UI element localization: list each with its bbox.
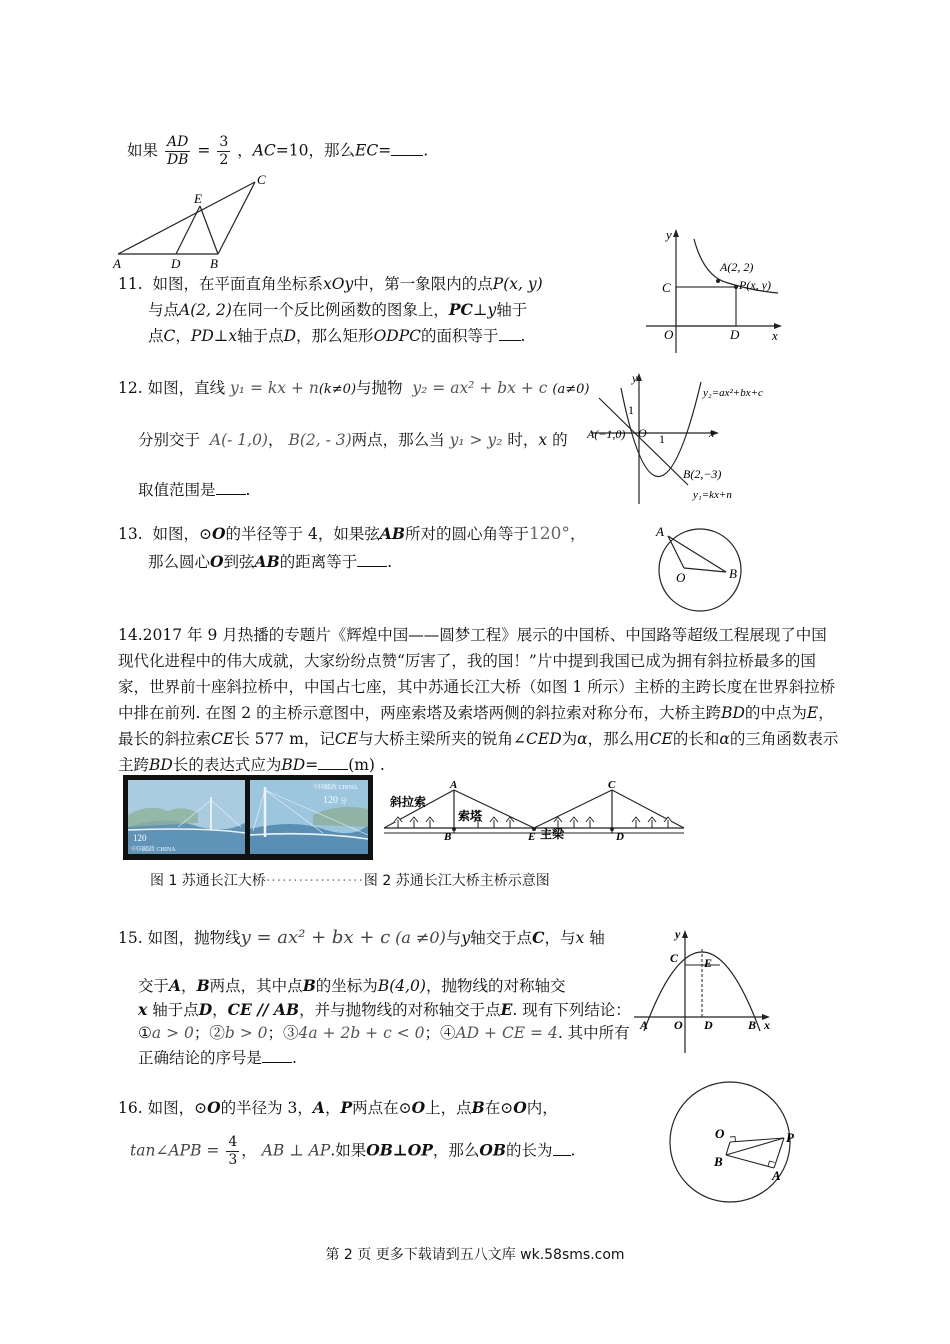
q11-label-c: C bbox=[662, 280, 671, 295]
q11-hyperbola-figure bbox=[632, 225, 792, 360]
q10-label-d: D bbox=[171, 256, 181, 270]
q12-line3: 取值范围是 . bbox=[138, 481, 251, 499]
q12-parabola-figure bbox=[585, 368, 800, 508]
label-c: C bbox=[608, 780, 616, 791]
q11-line3: 点C，PD⊥x轴于点D，那么矩形ODPC的面积等于 . bbox=[148, 327, 526, 345]
q16-circle-figure bbox=[660, 1080, 800, 1210]
q16-line2: tan∠APB = $\frac{4}{3}$ ， AB ⊥ AP.如果OB⊥OP，那么OB的长为 . bbox=[130, 1134, 576, 1168]
q16-line1: 16. 如图，⊙O的半径为 3，A，P两点在⊙O上，点B在⊙O内， bbox=[118, 1098, 558, 1117]
stamp-post-right: 中国邮政 CHINA bbox=[313, 785, 358, 791]
q10-label-e: E bbox=[194, 191, 202, 206]
q12-label-one-x: 1 bbox=[659, 432, 665, 446]
answer-blank bbox=[318, 755, 348, 770]
q11-label-y: y bbox=[666, 227, 672, 242]
stamp-post-left: 中国邮政 CHINA bbox=[131, 847, 176, 853]
q13-line2: 那么圆心O到弦AB的距离等于 . bbox=[148, 552, 393, 571]
q14-captions: 图 1 苏通长江大桥··················图 2 苏通长江大桥主桥示意图 bbox=[150, 873, 550, 889]
q15-label-o: O bbox=[674, 1018, 683, 1032]
label-beam: 主梁 bbox=[540, 827, 565, 841]
label-tower: 索塔 bbox=[458, 809, 483, 823]
q15-line5: 正确结论的序号是 . bbox=[138, 1049, 297, 1067]
stamp-value-left: 120 bbox=[133, 833, 147, 843]
answer-blank bbox=[262, 1048, 292, 1063]
q10-triangle-figure bbox=[110, 170, 280, 270]
q13-label-b: B bbox=[729, 566, 737, 581]
q13-line1: 13. 如图，⊙O的半径等于 4，如果弦AB所对的圆心角等于120°， bbox=[118, 524, 586, 544]
q15-label-a: A bbox=[640, 1018, 649, 1032]
fraction-ad-db: $\frac{AD}{DB}$ bbox=[166, 134, 189, 168]
fraction-3-2: $\frac{3}{2}$ bbox=[219, 134, 229, 168]
q15-label-e: E bbox=[704, 956, 713, 970]
fraction-4-3: $\frac{4}{3}$ bbox=[228, 1134, 238, 1168]
q15-label-y: y bbox=[675, 927, 681, 941]
q11-label-p: P(x, y) bbox=[739, 278, 771, 292]
q11-line2: 与点A(2, 2)在同一个反比例函数的图象上，PC⊥y轴于 bbox=[148, 300, 528, 319]
q16-label-o: O bbox=[715, 1126, 725, 1141]
q12-label-x: x bbox=[709, 426, 715, 440]
label-e: E bbox=[528, 831, 536, 843]
q15-parabola-figure bbox=[630, 925, 780, 1060]
q10-label-b: B bbox=[210, 256, 218, 270]
q15-label-b: B bbox=[748, 1018, 757, 1032]
q12-label-b: B(2,−3) bbox=[683, 467, 722, 481]
q16-label-a: A bbox=[772, 1168, 781, 1183]
answer-blank bbox=[216, 480, 246, 495]
q14-bridge-diagram bbox=[380, 780, 690, 865]
q16-label-p: P bbox=[786, 1130, 794, 1145]
q15-line1: 15. 如图，抛物线y = ax² + bx + c (a ≠0)与y轴交于点C，与x 轴 bbox=[118, 927, 605, 948]
q12-label-y1: y₁=kx+n bbox=[693, 489, 732, 501]
q14-paragraph: 14.2017 年 9 月热播的专题片《辉煌中国——圆梦工程》展示的中国桥、中国路等超级工程展现了中国现代化进程中的伟大成就，大家纷纷点赞“厉害了，我的国！”片中提到我国已成为拥有斜拉桥最多的国家，世界前十座斜拉桥中，中国占七座，其中苏通长江大桥（如图 1 所示）主桥的主跨长度在世界斜拉桥中排在前列. 在图 2 的主桥示意图中，两座索塔及索塔两侧的斜拉索对称分布，大桥主跨BD的中点为E，最长的斜拉索CE长 577 m，记CE与大桥主梁所夹的锐角∠CED为α，那么用CE的长和α的三角函数表示主跨BD长的表达式应为BD= (m) . bbox=[118, 626, 839, 774]
q12-label-o: O bbox=[638, 426, 647, 440]
q13-label-o: O bbox=[676, 570, 686, 585]
q16-label-b: B bbox=[714, 1154, 723, 1169]
q12-line2: 分别交于 A(- 1,0)， B(2, - 3)两点，那么当 y₁ > y₂ 时，x 的 bbox=[138, 431, 568, 449]
q15-label-c: C bbox=[670, 951, 679, 965]
label-cable: 斜拉索 bbox=[390, 795, 427, 809]
q15-label-d: D bbox=[704, 1018, 713, 1032]
q11-label-d: D bbox=[730, 327, 740, 342]
page-footer: 第 2 页 更多下载请到五八文库 wk.58sms.com bbox=[325, 1247, 625, 1263]
q12-label-y: y bbox=[632, 371, 638, 385]
q11-label-x: x bbox=[772, 328, 778, 343]
stamp-unit: 分 bbox=[340, 797, 347, 805]
q10-text: 如果 $\frac{AD}{DB}$ = $\frac{3}{2}$ ，AC=10，那么EC= . bbox=[127, 134, 429, 168]
q13-label-a: A bbox=[656, 524, 664, 539]
answer-blank bbox=[499, 326, 521, 341]
q12-line1: 12. 如图，直线 y₁ = kx + n(k≠0)与抛物 y₂ = ax² + bx + c (a≠0) bbox=[118, 379, 590, 397]
answer-blank bbox=[391, 141, 423, 156]
answer-blank bbox=[553, 1141, 571, 1156]
q11-label-o: O bbox=[664, 327, 674, 342]
q14-stamp-image bbox=[123, 775, 373, 860]
q12-label-a: A(−1,0) bbox=[587, 427, 626, 441]
q12-label-one-y: 1 bbox=[628, 403, 634, 417]
q12-label-y2: y₂=ax²+bx+c bbox=[703, 387, 763, 399]
stamp-value-right: 120 bbox=[323, 795, 338, 806]
q15-line2: 交于A，B两点，其中点B的坐标为B(4,0)，抛物线的对称轴交 bbox=[138, 976, 566, 995]
q11-line1: 11. 如图，在平面直角坐标系xOy中，第一象限内的点P(x, y) bbox=[118, 275, 543, 293]
q15-label-x: x bbox=[764, 1018, 770, 1032]
q15-line4: ①a > 0；②b > 0；③4a + 2b + c < 0；④AD + CE = 4. 其中所有 bbox=[138, 1024, 630, 1042]
label-b: B bbox=[444, 831, 452, 843]
q10-label-c: C bbox=[257, 172, 266, 187]
q11-label-a: A(2, 2) bbox=[720, 260, 754, 274]
q15-line3: x 轴于点D，CE // AB，并与抛物线的对称轴交于点E. 现有下列结论： bbox=[138, 1000, 631, 1019]
answer-blank bbox=[357, 552, 387, 567]
label-a: A bbox=[450, 780, 458, 791]
q13-circle-figure bbox=[640, 520, 755, 615]
label-d: D bbox=[616, 831, 624, 843]
q10-label-a: A bbox=[113, 256, 121, 270]
